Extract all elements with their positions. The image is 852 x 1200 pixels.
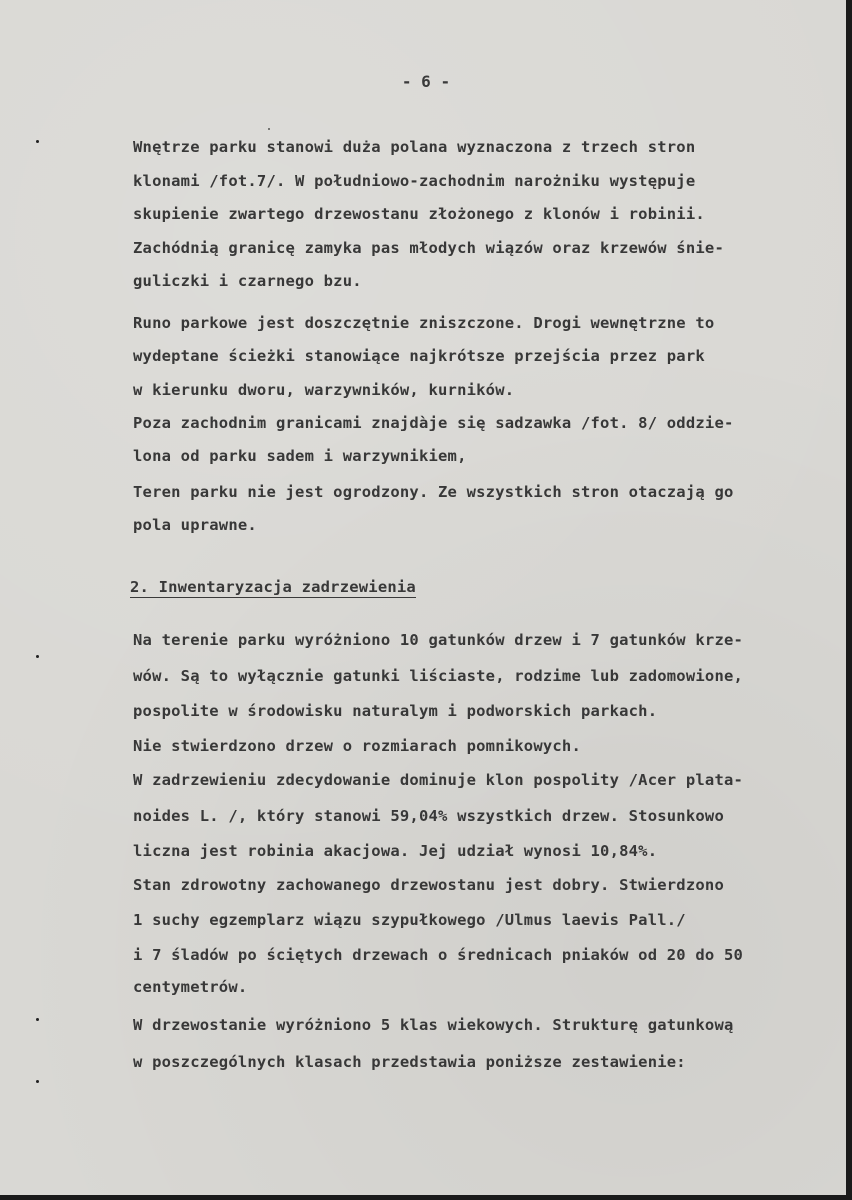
binder-hole-mark	[36, 140, 39, 143]
text-line: lona od parku sadem i warzywnikiem,	[133, 447, 467, 465]
binder-hole-mark	[36, 1080, 39, 1083]
text-line: W zadrzewieniu zdecydowanie dominuje klon pospolity /Acer plata-	[133, 771, 744, 789]
text-line: liczna jest robinia akacjowa. Jej udział wynosi 10,84%.	[133, 842, 658, 860]
page-number: - 6 -	[401, 72, 451, 91]
text-line: Stan zdrowotny zachowanego drzewostanu jest dobry. Stwierdzono	[133, 876, 724, 894]
text-line: W drzewostanie wyróżniono 5 klas wiekowych. Strukturę gatunkową	[133, 1016, 734, 1034]
text-line: w poszczególnych klasach przedstawia poniższe zestawienie:	[133, 1053, 686, 1071]
binder-hole-mark	[36, 1018, 39, 1021]
text-line: wów. Są to wyłącznie gatunki liściaste, rodzime lub zadomowione,	[133, 667, 744, 685]
text-line: pola uprawne.	[133, 516, 257, 534]
binder-hole-mark	[36, 655, 39, 658]
text-line: i 7 śladów po ściętych drzewach o średnicach pniaków od 20 do 50	[133, 946, 744, 964]
text-line: noides L. /, który stanowi 59,04% wszystkich drzew. Stosunkowo	[133, 807, 724, 825]
text-line: Wnętrze parku stanowi duża polana wyznaczona z trzech stron	[133, 138, 696, 156]
ink-speck	[268, 128, 270, 130]
text-line: Teren parku nie jest ogrodzony. Ze wszystkich stron otaczają go	[133, 483, 734, 501]
text-line: skupienie zwartego drzewostanu złożonego z klonów i robinii.	[133, 205, 705, 223]
text-line: guliczki i czarnego bzu.	[133, 272, 362, 290]
text-line: pospolite w środowisku naturalym i podworskich parkach.	[133, 702, 658, 720]
text-line: Poza zachodnim granicami znajdàje się sadzawka /fot. 8/ oddzie-	[133, 414, 734, 432]
text-line: w kierunku dworu, warzywników, kurników.	[133, 381, 515, 399]
text-line: wydeptane ścieżki stanowiące najkrótsze przejścia przez park	[133, 347, 705, 365]
text-line: Nie stwierdzono drzew o rozmiarach pomnikowych.	[133, 737, 581, 755]
text-line: Runo parkowe jest doszczętnie zniszczone. Drogi wewnętrzne to	[133, 314, 715, 332]
text-line: 1 suchy egzemplarz wiązu szypułkowego /Ulmus laevis Pall./	[133, 911, 686, 929]
text-line: centymetrów.	[133, 978, 248, 996]
text-line: Zachódnią granicę zamyka pas młodych wiązów oraz krzewów śnie-	[133, 239, 724, 257]
text-line: Na terenie parku wyróżniono 10 gatunków drzew i 7 gatunków krze-	[133, 631, 744, 649]
section-heading: 2. Inwentaryzacja zadrzewienia	[130, 578, 416, 596]
text-line: klonami /fot.7/. W południowo-zachodnim narożniku występuje	[133, 172, 696, 190]
